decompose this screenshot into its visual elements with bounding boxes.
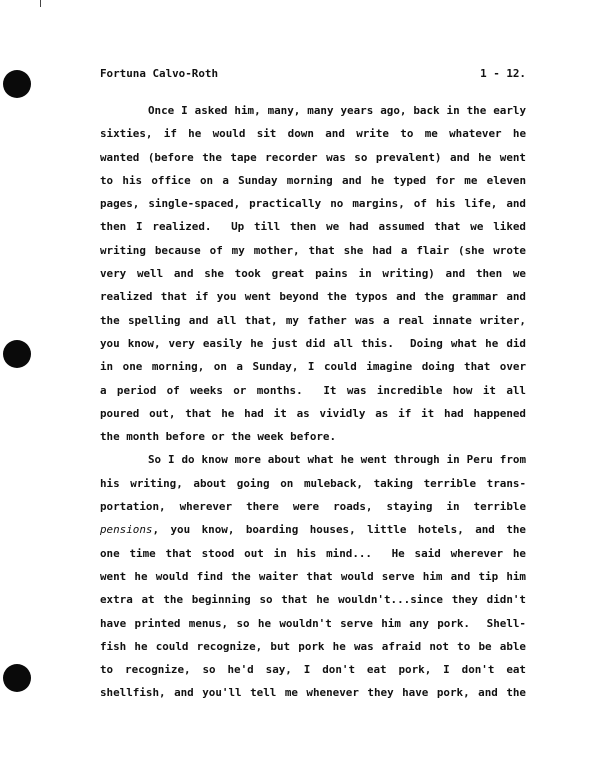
text-line — [100, 518, 526, 541]
paragraph — [100, 448, 526, 704]
punch-hole-middle — [3, 340, 31, 368]
text-line: Once I asked him, many, many years ago, back in the early — [148, 104, 526, 117]
text-line: realized that if you went beyond the typos and the grammar and — [100, 290, 526, 304]
text-line: pages, single-spaced, practically no margins, of his life, and — [100, 197, 526, 211]
italic-word: pensions — [100, 523, 153, 537]
text-line: have printed menus, so he wouldn't serve him any pork. Shell- — [100, 616, 526, 630]
text-line: went he would find the waiter that would serve him and tip him — [100, 569, 526, 583]
text-line: the month before or the week before. — [100, 430, 337, 444]
text-line: his writing, about going on muleback, taking terrible trans- — [100, 476, 526, 490]
text-line: the spelling and all that, my father was a real innate writer, — [100, 313, 526, 327]
text-line: fish he could recognize, but pork he was afraid not to be able — [100, 639, 526, 653]
text-line: writing because of my mother, that she had a flair (she wrote — [100, 243, 526, 257]
text-line: wanted (before the tape recorder was so prevalent) and he went — [100, 150, 526, 164]
text-line-rest: , you know, boarding houses, little hotels, and the — [152, 523, 526, 537]
text-line: So I do know more about what he went through in Peru from — [148, 453, 526, 467]
scan-mark — [40, 0, 41, 7]
paragraph — [100, 99, 526, 448]
text-line: very well and she took great pains in writing) and then we — [100, 267, 526, 281]
header-author: Fortuna Calvo-Roth — [100, 67, 219, 80]
page-header — [100, 67, 526, 81]
header-page-number: 1 - 12. — [480, 67, 526, 80]
text-line: sixties, if he would sit down and write to me whatever he — [100, 127, 526, 141]
punch-hole-bottom — [3, 664, 31, 692]
text-line: you know, very easily he just did all this. Doing what he did — [100, 336, 526, 350]
text-line: poured out, that he had it as vividly as if it had happened — [100, 406, 526, 420]
text-line: then I realized. Up till then we had assumed that we liked — [100, 220, 526, 234]
text-line: to recognize, so he'd say, I don't eat pork, I don't eat — [100, 663, 526, 677]
text-line: shellfish, and you'll tell me whenever they have pork, and the — [100, 686, 526, 700]
text-line: portation, wherever there were roads, staying in terrible — [100, 500, 526, 514]
text-line: one time that stood out in his mind... He said wherever he — [100, 546, 526, 560]
text-line: extra at the beginning so that he wouldn't...since they didn't — [100, 593, 526, 607]
document-body — [100, 99, 526, 705]
text-line: in one morning, on a Sunday, I could imagine doing that over — [100, 360, 526, 374]
text-line: to his office on a Sunday morning and he typed for me eleven — [100, 173, 526, 187]
text-line: a period of weeks or months. It was incredible how it all — [100, 383, 526, 397]
punch-hole-top — [3, 70, 31, 98]
